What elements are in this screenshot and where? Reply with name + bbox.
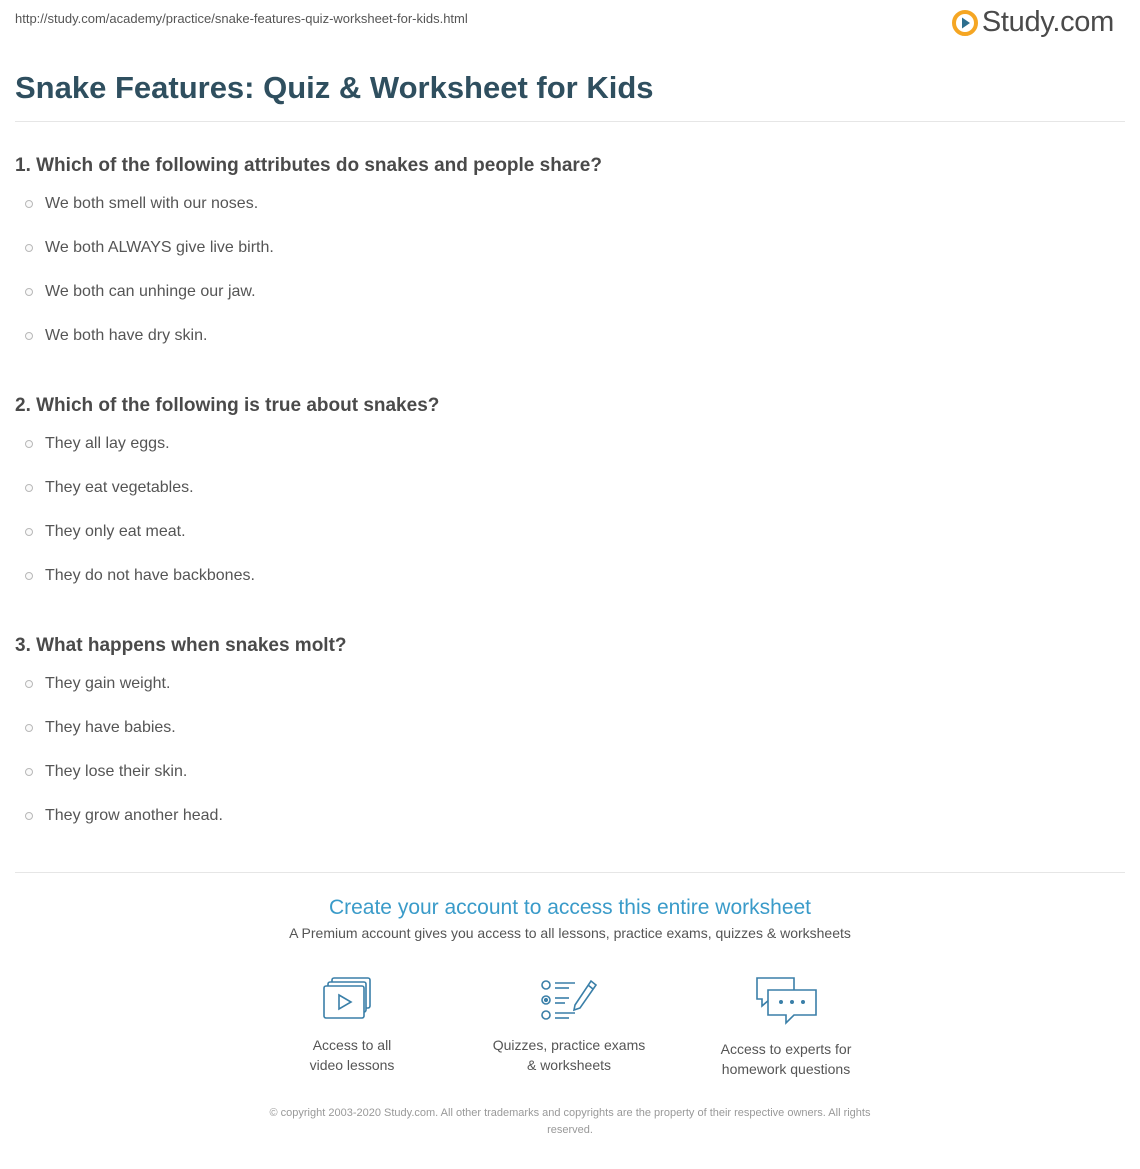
feature-label-line1: Access to experts for <box>720 1041 852 1057</box>
answer-option[interactable] <box>15 226 1125 270</box>
option-label: We both smell with our noses. <box>45 195 259 212</box>
option-label: They have babies. <box>45 719 176 736</box>
option-list <box>15 436 1125 612</box>
answer-option[interactable] <box>15 706 1125 750</box>
radio-button[interactable] <box>25 572 33 580</box>
answer-option[interactable] <box>15 182 1125 226</box>
answer-option[interactable] <box>15 662 1125 706</box>
radio-button[interactable] <box>25 288 33 296</box>
feature-experts <box>686 975 886 1079</box>
option-label: They only eat meat. <box>45 523 186 540</box>
signup-cta <box>0 894 1140 941</box>
question-text: 1. Which of the following attributes do snakes and people share? <box>15 155 602 176</box>
answer-option[interactable] <box>15 466 1125 510</box>
radio-button[interactable] <box>25 484 33 492</box>
answer-option[interactable] <box>15 314 1125 358</box>
radio-button[interactable] <box>25 200 33 208</box>
radio-button[interactable] <box>25 680 33 688</box>
question-2 <box>15 392 1125 632</box>
radio-button[interactable] <box>25 724 33 732</box>
feature-label-line2: & worksheets <box>526 1057 612 1073</box>
page-url: http://study.com/academy/practice/snake-features-quiz-worksheet-for-kids.html <box>15 11 468 26</box>
answer-option[interactable] <box>15 270 1125 314</box>
option-label: They do not have backbones. <box>45 567 255 584</box>
answer-option[interactable] <box>15 750 1125 794</box>
option-label: They gain weight. <box>45 675 171 692</box>
radio-button[interactable] <box>25 768 33 776</box>
question-1 <box>15 152 1125 392</box>
question-text: 2. Which of the following is true about snakes? <box>15 395 440 416</box>
quiz-checklist-icon <box>539 975 599 1023</box>
option-list <box>15 196 1125 372</box>
chat-bubbles-icon <box>754 975 818 1027</box>
page-header <box>0 0 1140 50</box>
feature-video-lessons <box>252 975 452 1075</box>
play-circle-icon <box>952 10 978 36</box>
copyright-footer <box>0 1105 1140 1139</box>
feature-quizzes <box>469 975 669 1075</box>
radio-button[interactable] <box>25 244 33 252</box>
option-label: We both can unhinge our jaw. <box>45 283 256 300</box>
feature-label-line2: video lessons <box>309 1057 395 1073</box>
radio-button[interactable] <box>25 812 33 820</box>
answer-option[interactable] <box>15 554 1125 598</box>
logo-text: Study.com <box>981 6 1114 38</box>
option-label: We both ALWAYS give live birth. <box>45 239 274 256</box>
question-3 <box>15 632 1125 872</box>
option-label: They eat vegetables. <box>45 479 194 496</box>
copyright-line1: © copyright 2003-2020 Study.com. All other trademarks and copyrights are the property of their respective owners. All rights <box>269 1107 871 1119</box>
cta-subtitle: A Premium account gives you access to all lessons, practice exams, quizzes & worksheets <box>289 925 851 941</box>
copyright-line2: reserved. <box>547 1124 593 1136</box>
title-divider <box>15 121 1125 122</box>
radio-button[interactable] <box>25 332 33 340</box>
page-title: Snake Features: Quiz & Worksheet for Kids <box>15 70 654 105</box>
option-label: They all lay eggs. <box>45 435 170 452</box>
answer-option[interactable] <box>15 422 1125 466</box>
feature-label-line1: Access to all <box>312 1037 392 1053</box>
cta-title-link[interactable]: Create your account to access this entire worksheet <box>328 896 812 919</box>
answer-option[interactable] <box>15 510 1125 554</box>
answer-option[interactable] <box>15 794 1125 838</box>
feature-list <box>0 975 1140 1085</box>
radio-button[interactable] <box>25 528 33 536</box>
option-label: We both have dry skin. <box>45 327 208 344</box>
option-label: They lose their skin. <box>45 763 188 780</box>
study-logo[interactable] <box>952 8 1114 37</box>
question-list <box>15 152 1125 872</box>
video-lessons-icon <box>322 975 382 1023</box>
radio-button[interactable] <box>25 440 33 448</box>
cta-divider <box>15 872 1125 873</box>
option-label: They grow another head. <box>45 807 223 824</box>
question-text: 3. What happens when snakes molt? <box>15 635 347 656</box>
feature-label-line2: homework questions <box>721 1061 851 1077</box>
feature-label-line1: Quizzes, practice exams <box>492 1037 646 1053</box>
option-list <box>15 676 1125 852</box>
